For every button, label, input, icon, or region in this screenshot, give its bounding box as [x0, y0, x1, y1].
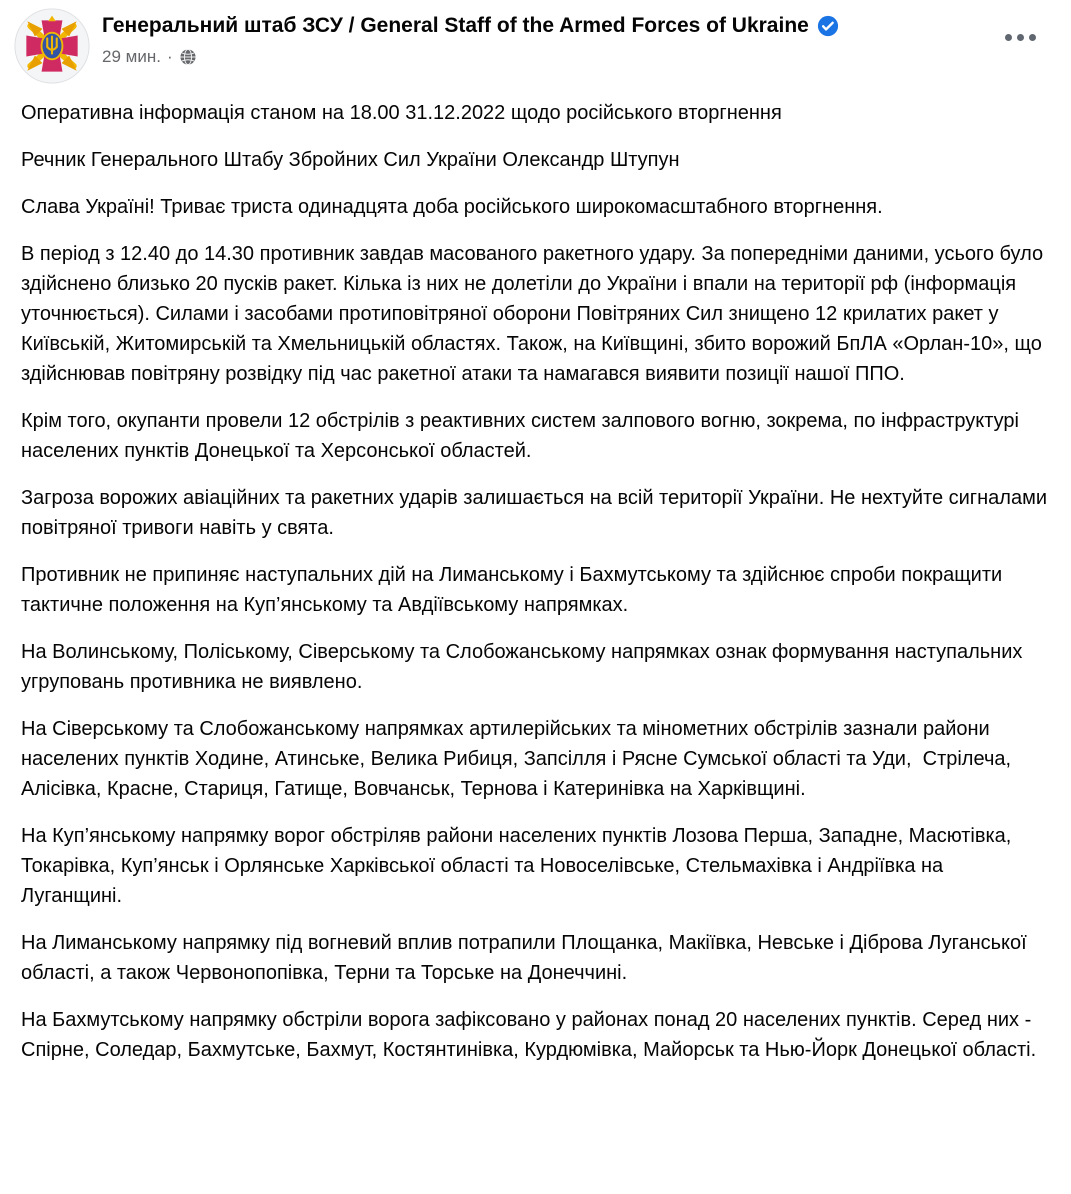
post-paragraph: На Волинському, Поліському, Сіверському та Слобожанському напрямках ознак формування наступальних угруповань противника не виявлено.	[21, 641, 1028, 693]
meta-separator: ·	[166, 47, 173, 66]
post-body	[14, 98, 1053, 1065]
page-name-link[interactable]: Генеральний штаб ЗСУ / General Staff of the Armed Forces of Ukraine	[102, 14, 809, 37]
post-paragraph: На Лиманському напрямку під вогневий вплив потрапили Площанка, Макіївка, Невське і Діброва Луганської області, а також Червонопопівка, Терни та Торське на Донеччині.	[21, 932, 1033, 984]
general-staff-emblem-icon	[14, 8, 90, 84]
more-options-dot	[1017, 34, 1024, 41]
post-meta	[102, 46, 997, 68]
post-paragraph: Слава Україні! Триває триста одинадцята доба російського широкомасштабного вторгнення.	[21, 196, 883, 218]
post-paragraph: На Куп’янському напрямку ворог обстріляв райони населених пунктів Лозова Перша, Западне, Масютівка, Токарівка, Куп’янськ і Орлянське Харківської області та Новоселівське, Стельмахівка і Андріївка на Луганщині.	[21, 825, 1017, 907]
post-paragraph: Крім того, окупанти провели 12 обстрілів з реактивних систем залпового вогню, зокрема, по інфраструктурі населених пунктів Донецької та Херсонської областей.	[21, 410, 1025, 462]
post-paragraph: В період з 12.40 до 14.30 противник завдав масованого ракетного удару. За попередніми даними, усього було здійснено близько 20 пусків ракет. Кілька із них не долетіли до України і впали на території рф (інформація уточнюється). Силами і засобами протиповітряної оборони Повітряних Сил знищено 12 крилатих ракет у Київській, Житомирській та Хмельницькій областях. Також, на Київщині, збито ворожий БпЛА «Орлан-10», що здійснював повітряну розвідку під час ракетної атаки та намагався виявити позиції нашої ППО.	[21, 243, 1049, 385]
globe-icon	[179, 48, 197, 66]
more-options-dot	[1005, 34, 1012, 41]
post-paragraph: Речник Генерального Штабу Збройних Сил України Олександр Штупун	[21, 149, 680, 171]
post-paragraph: Загроза ворожих авіаційних та ракетних ударів залишається на всій території України. Не нехтуйте сигналами повітряної тривоги навіть у свята.	[21, 487, 1053, 539]
timestamp[interactable]: 29 мин.	[102, 47, 161, 66]
post-paragraph: На Бахмутському напрямку обстріли ворога зафіксовано у районах понад 20 населених пунктів. Серед них - Спірне, Соледар, Бахмутське, Бахмут, Костянтинівка, Курдюмівка, Майорськ та Нью-Йорк Донецької області.	[21, 1009, 1037, 1061]
verified-badge-icon	[817, 15, 839, 37]
post-paragraph: Оперативна інформація станом на 18.00 31.12.2022 щодо російського вторгнення	[21, 102, 782, 124]
more-options-button[interactable]	[997, 20, 1044, 55]
post-paragraph: На Сіверському та Слобожанському напрямках артилерійських та мінометних обстрілів зазнали райони населених пунктів Ходине, Атинське, Велика Рибиця, Запсілля і Рясне Сумської області та Уди, Стрілеча, Алісівка, Красне, Стариця, Гатище, Вовчанськ, Тернова і Катеринівка на Харківщині.	[21, 718, 1017, 800]
avatar[interactable]	[14, 8, 90, 84]
post-header	[14, 8, 1050, 98]
post-header-text	[90, 8, 997, 68]
post-paragraph: Противник не припиняє наступальних дій на Лиманському і Бахмутському та здійснює спроби покращити тактичне положення на Куп’янському та Авдіївському напрямках.	[21, 564, 1008, 616]
more-options-dot	[1029, 34, 1036, 41]
